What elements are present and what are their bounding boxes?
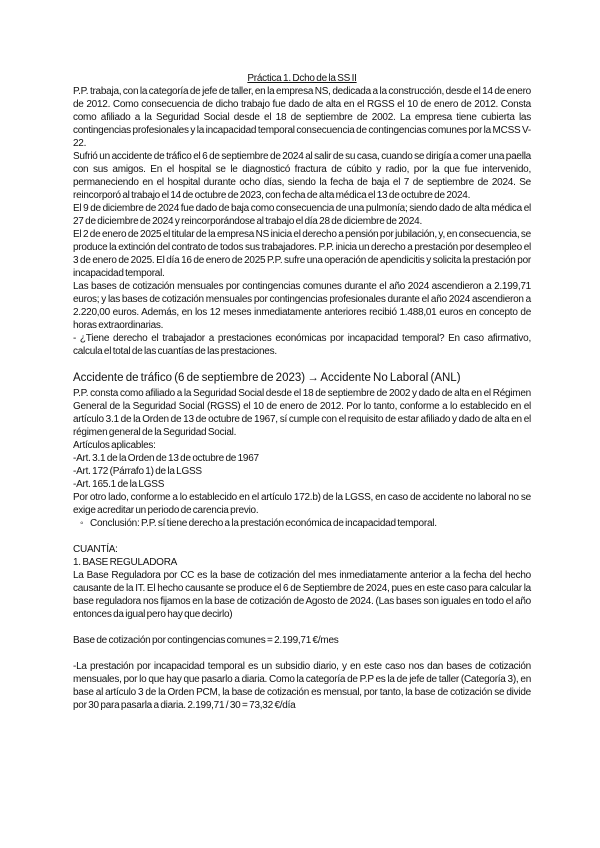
statement-paragraph-5: Las bases de cotización mensuales por contingencias comunes durante el año 2024 ascendieron a 2.199,71 euros; y las bases de cotización mensuales por contingencias profesionales durante el año 2024 ascendieron a 2.220,00 euros. Además, en los 12 meses inmediatamente anteriores recibió 1.488,01 euros en concepto de horas extraordinarias. [73,281,531,331]
base-cotizacion-line: Base de cotización por contingencias comunes = 2.199,71 €/mes [73,635,339,646]
section-heading: Accidente de tráfico (6 de septiembre de 2023) → Accidente No Laboral (ANL) [73,372,461,384]
base-reguladora-paragraph: La Base Reguladora por CC es la base de cotización del mes inmediatamente anterior a la fecha del hecho causante de la IT. El hecho causante se produce el 6 de Septiembre de 2024, pues en este caso para calcular la base reguladora nos fijamos en la base de cotización de Agosto de 2024. (Las bases son iguales en todo el año entonces da igual pero hay que decirlo) [73,570,531,620]
article-item: -Art. 172 (Párrafo 1) de la LGSS [73,466,202,477]
document-title: Práctica 1. Dcho de la SS II [247,73,357,84]
document-page [73,72,531,712]
statement-paragraph-1: P.P. trabaja, con la categoría de jefe de taller, en la empresa NS, dedicada a la construcción, desde el 14 de enero de 2012. Como consecuencia de dicho trabajo fue dado de alta en el RGSS el 10 de enero de 2012. Consta como afiliado a la Seguridad Social desde el 18 de septiembre de 2002. La empresa tiene cubierta las contingencias profesionales y la incapacidad temporal consecuencia de contingencias comunes por la MCSS V-22. [73,86,531,149]
carencia-paragraph: Por otro lado, conforme a lo establecido en el artículo 172.b) de la LGSS, en caso de accidente no laboral no se exige acreditar un periodo de carencia previo. [73,492,531,516]
cuantia-label: CUANTÍA: [73,544,118,555]
statement-paragraph-2: Sufrió un accidente de tráfico el 6 de septiembre de 2024 al salir de su casa, cuando se dirigía a comer una paella con sus amigos. En el hospital se le diagnosticó fractura de cúbito y radio, por la que fue intervenido, permaneciendo en el hospital durante ocho días, siendo la fecha de baja el 7 de septiembre de 2024. Se reincorporó al trabajo el 14 de octubre de 2023, con fecha de alta médica el 13 de octubre de 2024. [73,151,531,201]
conclusion-bullet: ◦ Conclusión: P.P. sí tiene derecho a la prestación económica de incapacidad temporal. [73,517,531,530]
base-reguladora-heading: 1. BASE REGULADORA [73,557,178,568]
subsidio-paragraph: -La prestación por incapacidad temporal es un subsidio diario, y en este caso nos dan bases de cotización mensuales, por lo que hay que pasarlo a diaria. Como la categoría de P.P es la de jefe de taller (Categoría 3), en base al artículo 3 de la Orden PCM, la base de cotización es mensual, por tanto, la base de cotización se divide por 30 para pasarla a diaria. 2.199,71 / 30 = 73,32 €/día [73,661,531,711]
statement-paragraph-3: El 9 de diciembre de 2024 fue dado de baja como consecuencia de una pulmonía; siendo dado de alta médica el 27 de diciembre de 2024 y reincorporándose al trabajo el día 28 de diciembre de 2024. [73,203,531,227]
affiliation-paragraph: P.P. consta como afiliado a la Seguridad Social desde el 18 de septiembre de 2002 y dado de alta en el Régimen General de la Seguridad Social (RGSS) el 10 de enero de 2012. Por lo tanto, conforme a lo establecido en el artículo 3.1 de la Orden de 13 de octubre de 1967, sí cumple con el requisito de estar afiliado y dado de alta en el régimen general de la Seguridad Social. [73,388,531,438]
question-paragraph: - ¿Tiene derecho el trabajador a prestaciones económicas por incapacidad temporal? En caso afirmativo, calcula el total de las cuantías de las prestaciones. [73,333,531,357]
article-item: -Art. 165.1 de la LGSS [73,479,165,490]
article-item: -Art. 3.1 de la Orden de 13 de octubre de 1967 [73,453,259,464]
statement-paragraph-4: El 2 de enero de 2025 el titular de la empresa NS inicia el derecho a pensión por jubilación, y, en consecuencia, se produce la extinción del contrato de todos sus trabajadores. P.P. inicia un derecho a prestación por desempleo el 3 de enero de 2025. El día 16 de enero de 2025 P.P. sufre una operación de apendicitis y solicita la prestación por incapacidad temporal. [73,229,531,279]
articles-label: Artículos aplicables: [73,440,156,451]
